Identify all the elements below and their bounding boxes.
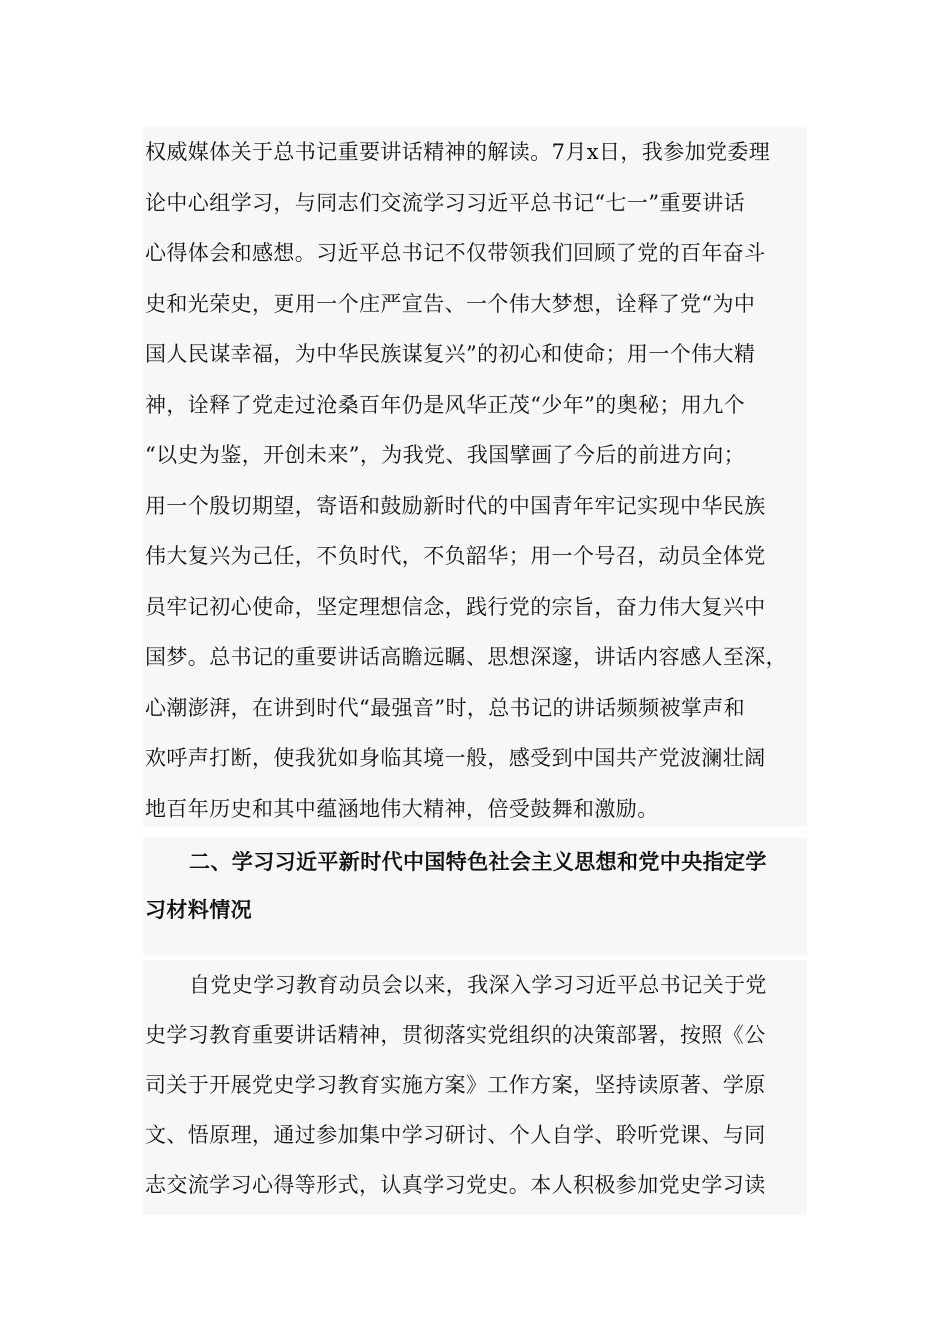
text-line: 史和光荣史，更用一个庄严宣告、一个伟大梦想，诠释了党“为中	[145, 291, 756, 316]
text-line: 论中心组学习，与同志们交流学习习近平总书记“七一”重要讲话	[145, 190, 746, 215]
text-line: 用一个殷切期望，寄语和鼓励新时代的中国青年牢记实现中华民族	[145, 493, 766, 518]
text-line: 史学习教育重要讲话精神，贯彻落实党组织的决策部署，按照《公	[145, 1023, 766, 1047]
text-line: 文、悟原理，通过参加集中学习研讨、个人自学、聆听党课、与同	[145, 1123, 766, 1147]
paragraph-speech-reflection	[143, 127, 807, 826]
text-line: 国人民谋幸福，为中华民族谋复兴”的初心和使命；用一个伟大精	[145, 342, 756, 366]
text-line: 员牢记初心使命，坚定理想信念，践行党的宗旨，奋力伟大复兴中	[145, 594, 766, 619]
text-line: 地百年历史和其中蕴涵地伟大精神，倍受鼓舞和激励。	[145, 796, 659, 821]
text-line: 司关于开展党史学习教育实施方案》工作方案，坚持读原著、学原	[145, 1073, 766, 1097]
paragraph-study-situation	[143, 960, 807, 1215]
text-line: 自党史学习教育动员会以来，我深入学习习近平总书记关于党	[189, 973, 767, 997]
text-line: 神，诠释了党走过沧桑百年仍是风华正茂“少年”的奥秘；用九个	[145, 392, 746, 417]
text-line: 国梦。总书记的重要讲话高瞻远瞩、思想深邃，讲话内容感人至深，	[145, 645, 787, 669]
text-line: 心得体会和感想。习近平总书记不仅带领我们回顾了党的百年奋斗	[145, 241, 766, 265]
text-line: 权威媒体关于总书记重要讲话精神的解读。7月x日，我参加党委理	[145, 140, 771, 164]
text-line: 伟大复兴为己任，不负时代，不负韶华；用一个号召，动员全体党	[145, 544, 766, 568]
text-line: 心潮澎湃，在讲到时代“最强音”时，总书记的讲话频频被掌声和	[145, 695, 746, 720]
section-heading	[143, 838, 807, 955]
heading-line: 二、学习习近平新时代中国特色社会主义思想和党中央指定学	[189, 850, 767, 874]
text-line: 欢呼声打断，使我犹如身临其境一般，感受到中国共产党波澜壮阔	[145, 746, 766, 770]
text-line: 志交流学习心得等形式，认真学习党史。本人积极参加党史学习读	[145, 1173, 766, 1197]
heading-line: 习材料情况	[145, 898, 252, 922]
text-line: “以史为鉴，开创未来”，为我党、我国擘画了今后的前进方向；	[145, 443, 746, 467]
